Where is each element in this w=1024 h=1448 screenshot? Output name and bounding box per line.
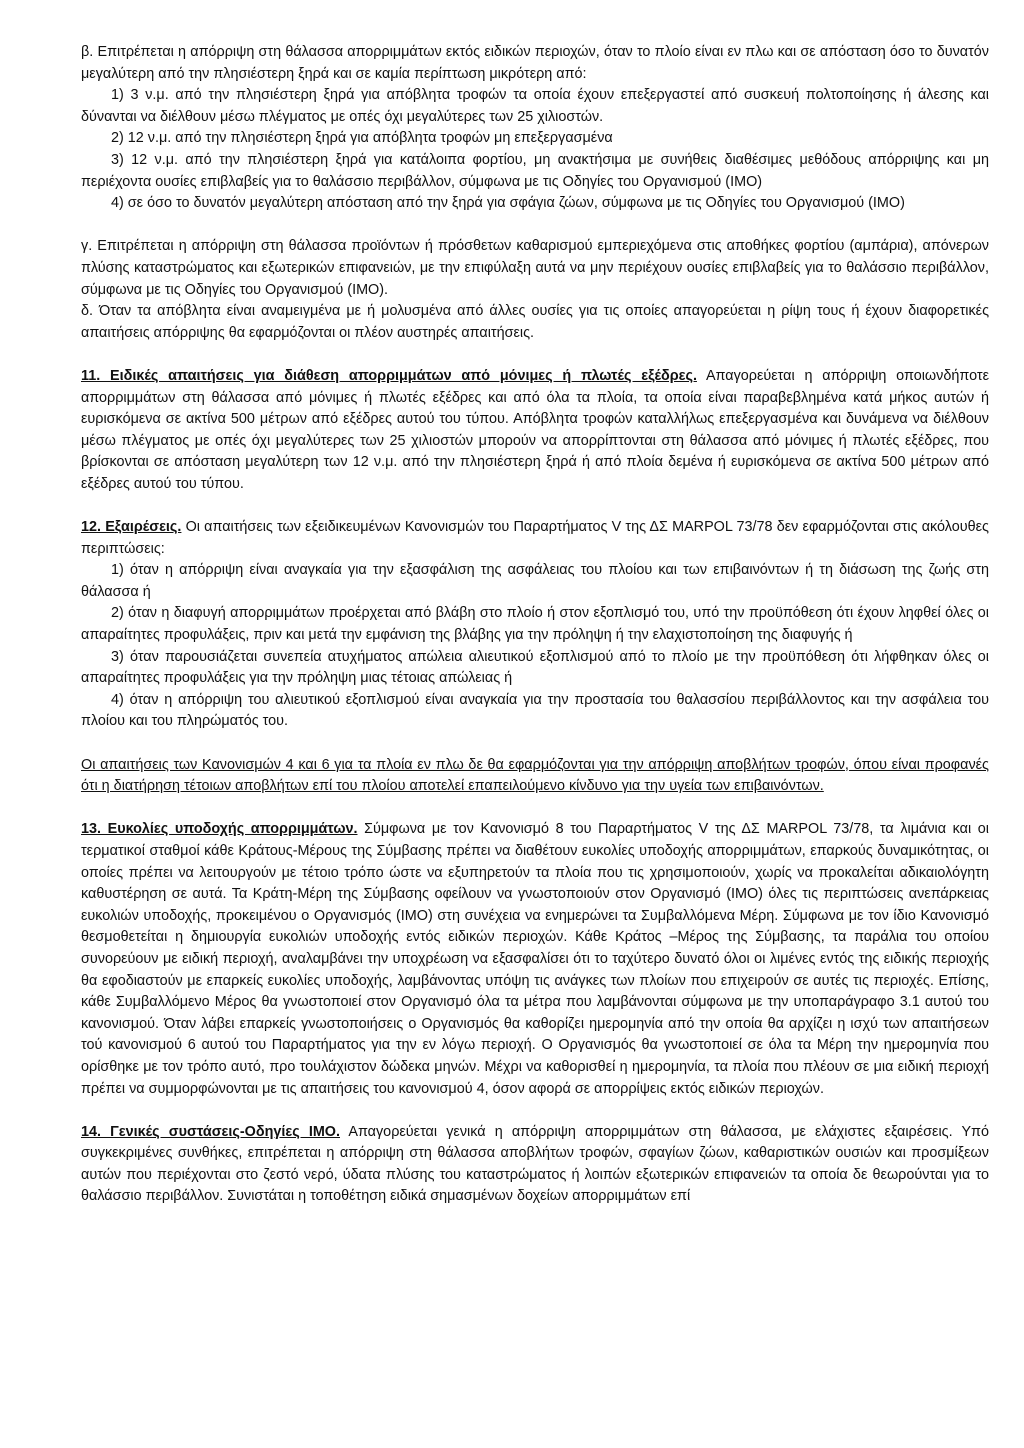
section-12-item-4: 4) όταν η απόρριψη του αλιευτικού εξοπλισμού είναι αναγκαία για την προστασία του θαλασσίου περιβάλλοντος και την ασφάλεια του πλοίου και του πληρώματός του. [81, 691, 989, 730]
section-14 [81, 1122, 989, 1208]
section-12 [81, 517, 989, 560]
section-11-text: Απαγορεύεται η απόρριψη οποιωνδήποτε απορριμμάτων στη θάλασσα από μόνιμες ή πλωτές εξέδρες και από όλα τα πλοία, τα οποία είναι παραβεβλημένα κατά μήκος αυτών ή ευρισκόμενα σε ακτίνα 500 μέτρων από εξέδρες αυτού του τύπου. Απόβλητα τροφών καταλλήλως επεξεργασμένα και δυνάμενα να διέλθουν μέσω πλέγματος με οπές όχι μεγαλύτερες των 25 χιλιοστών μπορούν να απορρίπτονται στη θάλασσα από μόνιμες ή πλωτές εξέδρες, που βρίσκονται σε απόσταση μεγαλύτερη των 12 ν.μ. από την πλησιέστερη ξηρά ή από πλοία δεμένα ή ευρισκόμενα σε ακτίνα 500 μέτρων από εξέδρες αυτού του τύπου. [81, 367, 989, 492]
paragraph-b-item-1: 1) 3 ν.μ. από την πλησιέστερη ξηρά για απόβλητα τροφών τα οποία έχουν επεξεργαστεί από συσκευή πολτοποίησης ή άλεσης και δύνανται να διέλθουν μέσω πλέγματος με οπές όχι μεγαλύτερες των 25 χιλιοστών. [81, 87, 989, 125]
section-12-text: Οι απαιτήσεις των εξειδικευμένων Κανονισμών του Παραρτήματος V της ΔΣ MARPOL 73/78 δεν εφαρμόζονται στις ακόλουθες περιπτώσεις: [81, 519, 989, 557]
spacer [81, 798, 989, 820]
document-page [81, 42, 989, 1208]
paragraph-b-item-2: 2) 12 ν.μ. από την πλησιέστερη ξηρά για απόβλητα τροφών μη επεξεργασμένα [111, 130, 613, 147]
section-12-item-3: 3) όταν παρουσιάζεται συνεπεία ατυχήματος απώλεια αλιευτικού εξοπλισμού από το πλοίο με την προϋπόθεση ότι λήφθηκαν όλες οι απαραίτητες προφυλάξεις για την πρόληψη μιας τέτοιας απώλειας ή [81, 648, 989, 687]
section-12-note: Οι απαιτήσεις των Κανονισμών 4 και 6 για τα πλοία εν πλω δε θα εφαρμόζονται για την απόρριψη αποβλήτων τροφών, όπου είναι προφανές ότι η διατήρηση τέτοιων αποβλήτων επί του πλοίου αποτελεί επαπειλούμενο κίνδυνο για την υγεία των επιβαινόντων. [81, 756, 989, 795]
spacer [81, 1100, 989, 1122]
section-13 [81, 819, 989, 1100]
spacer [81, 344, 989, 366]
paragraph-c: γ. Επιτρέπεται η απόρριψη στη θάλασσα προϊόντων ή πρόσθετων καθαρισμού εμπεριεχόμενα στις αποθήκες φορτίου (αμπάρια), απόνερων πλύσης καταστρώματος και εξωτερικών επιφανειών, με την επιφύλαξη αυτά να μην περιέχουν ουσίες επιβλαβείς για το θαλάσσιο περιβάλλον, σύμφωνα με τις Οδηγίες του Οργανισμού (ΙΜΟ). [81, 238, 989, 298]
paragraph-b-item-3: 3) 12 ν.μ. από την πλησιέστερη ξηρά για κατάλοιπα φορτίου, μη ανακτήσιμα με συνήθεις διαθέσιμες μεθόδους απόρριψης και μη περιέχοντα ουσίες επιβλαβείς για το θαλάσσιο περιβάλλον, σύμφωνα με τις Οδηγίες του Οργανισμού (ΙΜΟ) [81, 151, 989, 190]
section-12-item-2: 2) όταν η διαφυγή απορριμμάτων προέρχεται από βλάβη στο πλοίο ή στον εξοπλισμό του, υπό την προϋπόθεση ότι έχουν ληφθεί όλες οι απαραίτητες προφυλάξεις, πριν και μετά την εμφάνιση της βλάβης για την πρόληψη ή την ελαχιστοποίηση της διαφυγής ή [81, 605, 989, 644]
paragraph-b-item-4: 4) σε όσο το δυνατόν μεγαλύτερη απόσταση από την ξηρά για σφάγια ζώων, σύμφωνα με τις Οδηγίες του Οργανισμού (ΙΜΟ) [111, 195, 905, 212]
section-13-heading: 13. Ευκολίες υποδοχής απορριμμάτων. [81, 821, 358, 838]
paragraph-b-intro: β. Επιτρέπεται η απόρριψη στη θάλασσα απορριμμάτων εκτός ειδικών περιοχών, όταν το πλοίο είναι εν πλω και σε απόσταση όσο το δυνατόν μεγαλύτερη από την πλησιέστερη ξηρά και σε καμία περίπτωση μικρότερη από: [81, 44, 989, 82]
spacer [81, 495, 989, 517]
section-12-heading: 12. Εξαιρέσεις. [81, 519, 182, 536]
section-13-text: Σύμφωνα με τον Κανονισμό 8 του Παραρτήματος V της ΔΣ MARPOL 73/78, τα λιμάνια και οι τερματικοί σταθμοί κάθε Κράτους-Μέρους της Σύμβασης πρέπει να διαθέτουν ευκολίες υποδοχής απορριμμάτων, επαρκούς δυναμικότητας, οι οποίες πρέπει να λειτουργούν με τέτοιο τρόπο ώστε να εξυπηρετούν τα πλοία που τις χρησιμοποιούν, χωρίς να προκαλείται αδικαιολόγητη καθυστέρηση σε αυτά. Τα Κράτη-Μέρη της Σύμβασης οφείλουν να γνωστοποιούν στον Οργανισμό (ΙΜΟ) όλες τις περιπτώσεις ανεπάρκειας ευκολιών υποδοχής, προκειμένου ο Οργανισμός (ΙΜΟ) στη συνέχεια να ενημερώνει τα Συμβαλλόμενα Μέρη. Σύμφωνα με τον ίδιο Κανονισμό θεσμοθετείται η δημιουργία ευκολιών υποδοχής εντός ειδικών περιοχών. Κάθε Κράτος –Μέρος της Σύμβασης, τα παράλια του οποίου συνορεύουν με ειδική περιοχή, αναλαμβάνει την υποχρέωση να εξασφαλίσει ότι το ταχύτερο δυνατό όλοι οι λιμένες εντός της ειδικής περιοχής θα εφοδιαστούν με επαρκείς ευκολίες υποδοχής, λαμβάνοντας υπόψη τις ανάγκες των πλοίων που επιχειρούν σε αυτές τις περιοχές. Επίσης, κάθε Συμβαλλόμενο Μέρος θα γνωστοποιεί στον Οργανισμό όλα τα μέτρα που λαμβάνονται σύμφωνα με την υποπαράγραφο 3.1 αυτού του κανονισμού. Όταν λάβει επαρκείς γνωστοποιήσεις ο Οργανισμός θα καθορίζει ημερομηνία από την οποία θα αρχίζει η ισχύ των απαιτήσεων τού κανονισμού 6 αυτού του Παραρτήματος για την εν λόγω περιοχή. Ο Οργανισμός θα γνωστοποιεί σε όλα τα Μέρη την ημερομηνία που ορίσθηκε με τον τρόπο αυτό, προ τουλάχιστον δώδεκα μηνών. Μέχρι να καθορισθεί η ημερομηνία, τα πλοία που πλέουν σε μια ειδική περιοχή πρέπει να συμμορφώνονται με τις απαιτήσεις του κανονισμού 4, όσον αφορά σε απορρίψεις εκτός ειδικών περιοχών. [81, 821, 989, 1097]
section-11-heading: 11. Ειδικές απαιτήσεις για διάθεση απορριμμάτων από μόνιμες ή πλωτές εξέδρες. [81, 367, 697, 384]
section-11 [81, 366, 989, 496]
spacer [81, 215, 989, 237]
section-12-item-1: 1) όταν η απόρριψη είναι αναγκαία για την εξασφάλιση της ασφάλειας του πλοίου και των επιβαινόντων ή τη διάσωση της ζωής στη θάλασσα ή [81, 562, 989, 600]
section-14-heading: 14. Γενικές συστάσεις-Οδηγίες ΙΜΟ. [81, 1123, 340, 1140]
section-14-text: Απαγορεύεται γενικά η απόρριψη απορριμμάτων στη θάλασσα, με ελάχιστες εξαιρέσεις. Υπό συγκεκριμένες συνθήκες, επιτρέπεται η απόρριψη στη θάλασσα αποβλήτων τροφών, σφαγίων ζώων, καθαριστικών ουσιών και προσμίξεων αυτών που περιέχονται στο ζεστό νερό, ύδατα πλύσης του καταστρώματος ή λοιπών εξωτερικών επιφανειών τα οποία δε θεωρούνται για το θαλάσσιο περιβάλλον. Συνιστάται η τοποθέτηση ειδικά σημασμένων δοχείων απορριμμάτων επί [81, 1123, 989, 1205]
paragraph-d: δ. Όταν τα απόβλητα είναι αναμειγμένα με ή μολυσμένα από άλλες ουσίες για τις οποίες απαγορεύεται η ρίψη τους ή έχουν διαφορετικές απαιτήσεις απόρριψης θα εφαρμόζονται οι πλέον αυστηρές απαιτήσεις. [81, 303, 989, 341]
spacer [81, 733, 989, 755]
